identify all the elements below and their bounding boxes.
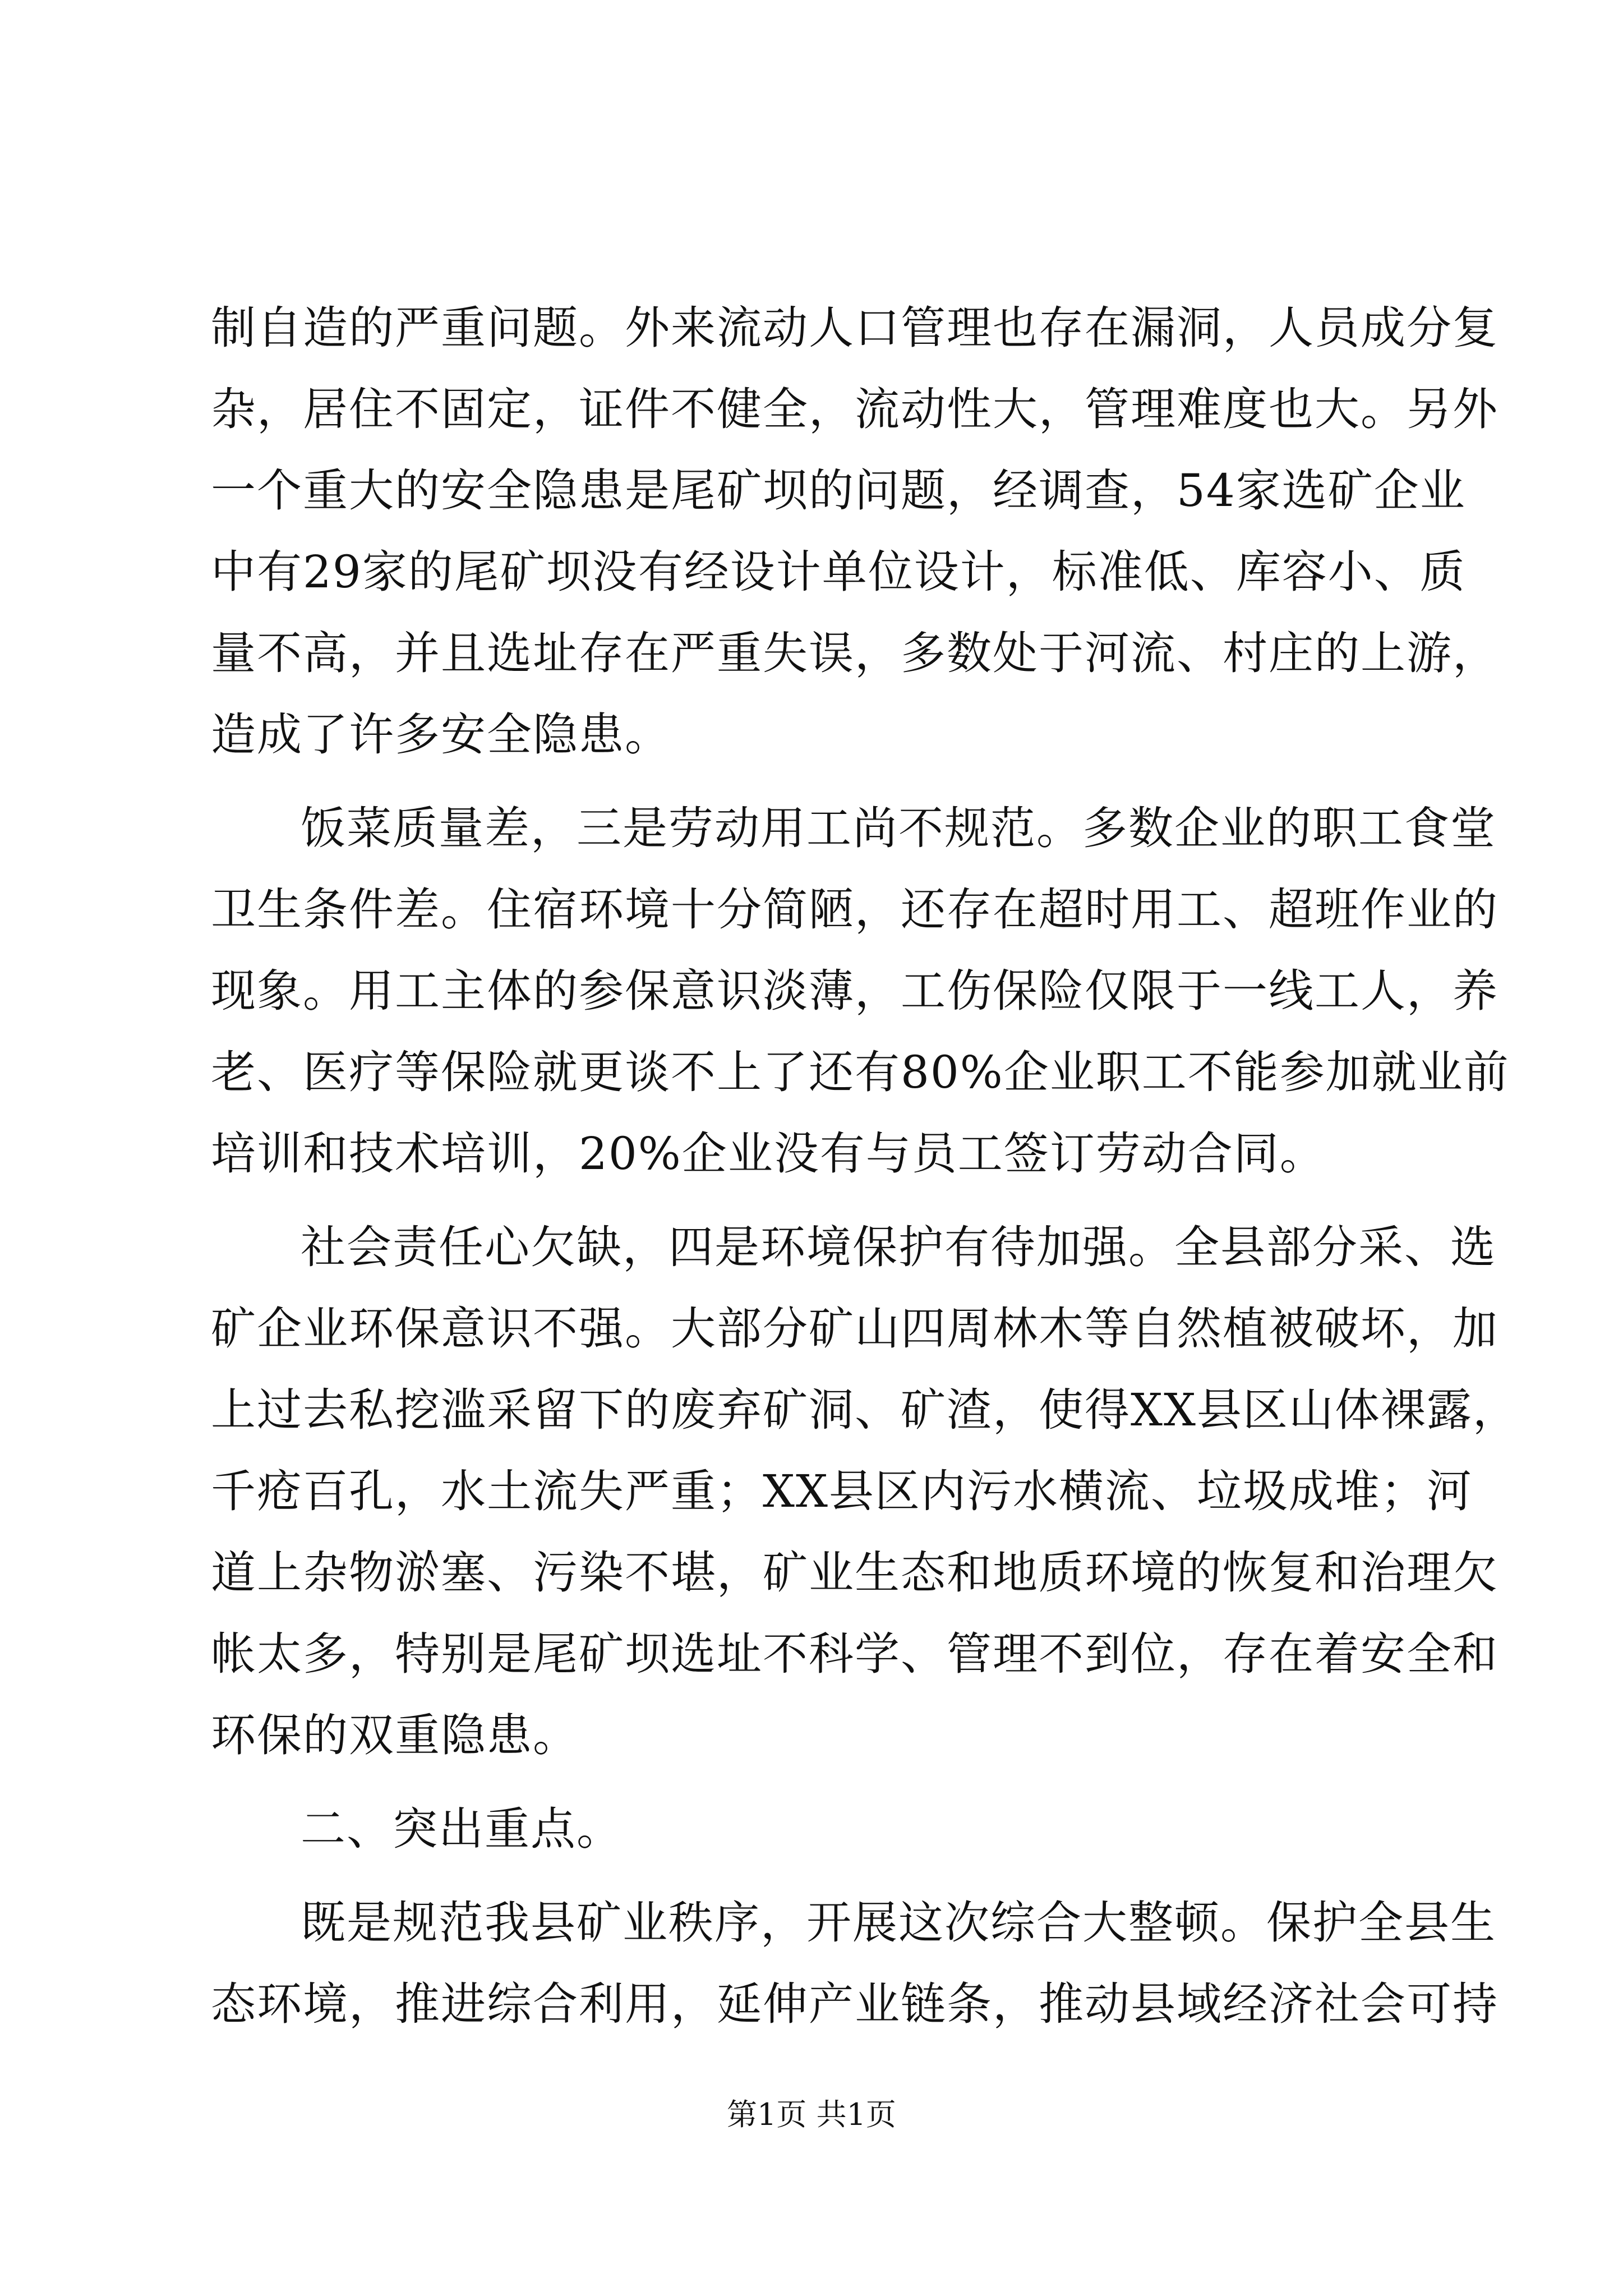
text-line: 帐太多，特别是尾矿坝选址不科学、管理不到位，存在着安全和 bbox=[211, 1628, 1498, 1680]
paragraph bbox=[211, 287, 1498, 775]
text-line: 卫生条件差。住宿环境十分简陋，还存在超时用工、超班作业的 bbox=[211, 884, 1498, 936]
paragraph bbox=[211, 788, 1510, 1194]
text-line: 老、医疗等保险就更谈不上了还有80%企业职工不能参加就业前 bbox=[211, 1046, 1510, 1098]
text-line: 中有29家的尾矿坝没有经设计单位设计，标准低、库容小、质 bbox=[211, 546, 1466, 598]
paragraph bbox=[211, 1882, 1498, 2045]
text-line: 态环境，推进综合利用，延伸产业链条，推动县域经济社会可持 bbox=[211, 1978, 1498, 2030]
text-line: 上过去私挖滥采留下的废弃矿洞、矿渣，使得XX县区山体裸露， bbox=[211, 1384, 1519, 1436]
paragraph bbox=[211, 1207, 1519, 1776]
page-footer: 第1页 共1页 bbox=[727, 2097, 896, 2132]
text-line: 制自造的严重问题。外来流动人口管理也存在漏洞，人员成分复 bbox=[211, 302, 1498, 354]
text-line: 造成了许多安全隐患。 bbox=[211, 708, 671, 761]
text-line: 饭菜质量差，三是劳动用工尚不规范。多数企业的职工食堂 bbox=[301, 802, 1496, 854]
document-body bbox=[211, 287, 1519, 2045]
text-line: 量不高，并且选址存在严重失误，多数处于河流、村庄的上游， bbox=[211, 627, 1498, 679]
text-line: 现象。用工主体的参保意识淡薄，工伤保险仅限于一线工人，养 bbox=[211, 965, 1498, 1017]
text-line: 培训和技术培训，20%企业没有与员工签订劳动合同。 bbox=[211, 1128, 1326, 1180]
text-line: 杂，居住不固定，证件不健全，流动性大，管理难度也大。另外 bbox=[211, 383, 1498, 435]
text-line: 道上杂物淤塞、污染不堪，矿业生态和地质环境的恢复和治理欠 bbox=[211, 1547, 1498, 1599]
text-line: 一个重大的安全隐患是尾矿坝的问题，经调查，54家选矿企业 bbox=[211, 464, 1466, 517]
text-line: 千疮百孔，水土流失严重；XX县区内污水横流、垃圾成堆；河 bbox=[211, 1465, 1473, 1517]
text-line: 既是规范我县矿业秩序，开展这次综合大整顿。保护全县生 bbox=[301, 1897, 1496, 1949]
text-line: 社会责任心欠缺，四是环境保护有待加强。全县部分采、选 bbox=[301, 1221, 1496, 1273]
text-line: 矿企业环保意识不强。大部分矿山四周林木等自然植被破坏，加 bbox=[211, 1303, 1498, 1355]
text-line: 二、突出重点。 bbox=[301, 1803, 623, 1855]
text-line: 环保的双重隐患。 bbox=[211, 1709, 579, 1761]
section-heading bbox=[211, 1788, 1417, 1870]
